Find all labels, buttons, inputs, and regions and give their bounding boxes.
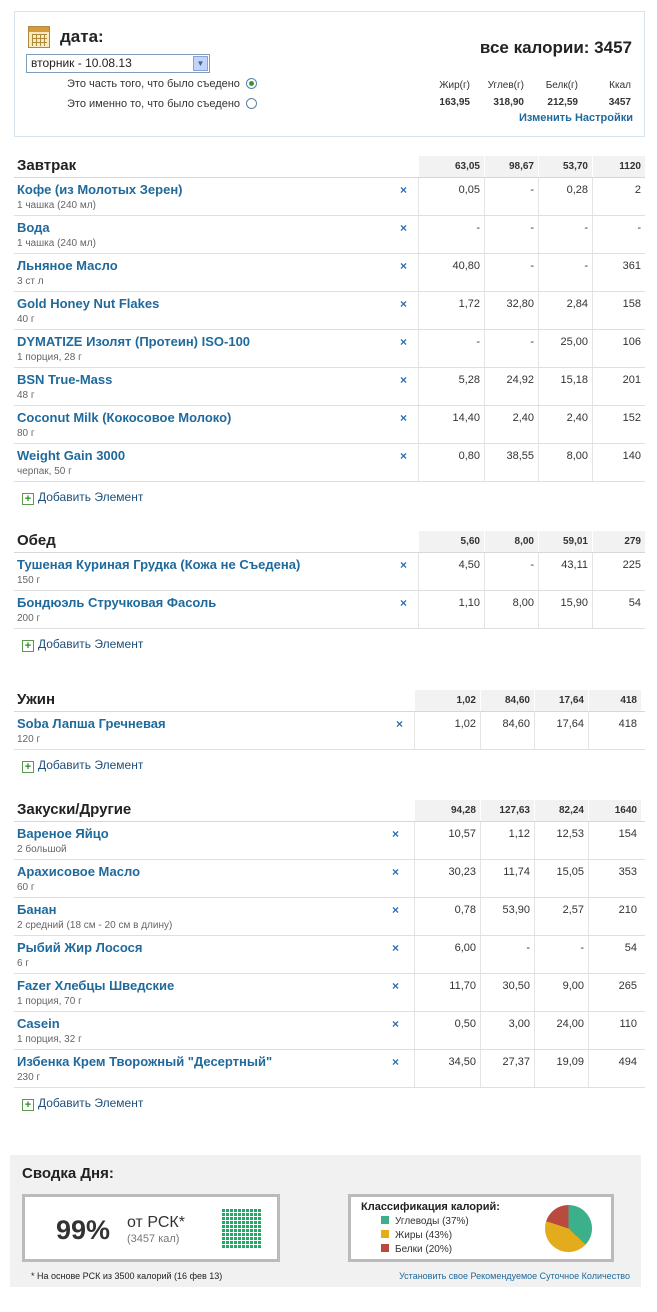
- add-item-button[interactable]: [22, 490, 143, 505]
- food-value-cell: 11,74: [480, 860, 534, 897]
- food-value-cell: 30,50: [480, 974, 534, 1011]
- food-value-cell: 15,05: [534, 860, 588, 897]
- delete-icon[interactable]: ×: [400, 449, 408, 463]
- food-value-cell: -: [484, 330, 538, 367]
- meal-total-cell: 59,01: [538, 531, 592, 552]
- food-value-cell: 1,02: [414, 712, 480, 749]
- meal-total-cell: 84,60: [480, 690, 534, 711]
- meal-section: [14, 690, 645, 780]
- food-name-link[interactable]: Бондюэль Стручковая Фасоль: [17, 595, 217, 610]
- food-value-cell: 4,50: [418, 553, 484, 590]
- food-serving: 200 г: [17, 613, 41, 624]
- food-value-cell: 25,00: [538, 330, 592, 367]
- food-row: [14, 178, 645, 216]
- food-value-cell: 34,50: [414, 1050, 480, 1087]
- food-value-cell: -: [538, 254, 592, 291]
- meal-total-cell: 418: [588, 690, 641, 711]
- col-label-protein: Белк(г): [545, 80, 578, 91]
- food-value-cell: 38,55: [484, 444, 538, 481]
- add-item-button[interactable]: [22, 637, 143, 652]
- plus-icon: +: [22, 1099, 34, 1111]
- food-value-cell: -: [484, 553, 538, 590]
- calendar-icon[interactable]: [28, 26, 50, 48]
- progress-grid-icon: [221, 1208, 261, 1248]
- food-value-cell: 225: [592, 553, 645, 590]
- meal-total-cell: 63,05: [418, 156, 484, 177]
- food-name-link[interactable]: Банан: [17, 902, 57, 917]
- meal-header: [14, 690, 645, 712]
- add-item-row: [14, 482, 645, 512]
- food-name-link[interactable]: Арахисовое Масло: [17, 864, 141, 879]
- food-value-cell: -: [592, 216, 645, 253]
- food-name-link[interactable]: Избенка Крем Творожный "Десертный": [17, 1054, 273, 1069]
- food-value-cell: 24,92: [484, 368, 538, 405]
- food-value-cell: 84,60: [480, 712, 534, 749]
- food-row: [14, 406, 645, 444]
- food-serving: 1 порция, 70 г: [17, 996, 82, 1007]
- food-row: [14, 712, 645, 750]
- food-value-cell: 19,09: [534, 1050, 588, 1087]
- col-label-fat: Жир(г): [439, 80, 470, 91]
- food-value-cell: 152: [592, 406, 645, 443]
- rsk-label: от РСК*: [127, 1214, 185, 1231]
- add-item-row: [14, 1088, 645, 1118]
- food-value-cell: 14,40: [418, 406, 484, 443]
- meal-total-cell: 1,02: [414, 690, 480, 711]
- meal-total-cell: 53,70: [538, 156, 592, 177]
- food-row: [14, 822, 645, 860]
- delete-icon[interactable]: ×: [400, 259, 408, 273]
- food-row: [14, 1050, 645, 1088]
- food-serving: 6 г: [17, 958, 29, 969]
- meal-total-cell: 98,67: [484, 156, 538, 177]
- total-kcal: 3457: [608, 97, 631, 108]
- food-value-cell: 8,00: [484, 591, 538, 628]
- set-rsk-link[interactable]: Установить свое Рекомендуемое Суточное Количество: [399, 1271, 630, 1281]
- food-name-link[interactable]: Soba Лапша Гречневая: [17, 716, 166, 731]
- delete-icon[interactable]: ×: [392, 865, 400, 879]
- food-name-link[interactable]: BSN True-Mass: [17, 372, 113, 387]
- delete-icon[interactable]: ×: [400, 411, 408, 425]
- food-value-cell: 1,12: [480, 822, 534, 859]
- radio-partial[interactable]: [67, 78, 257, 90]
- food-serving: 3 ст л: [17, 276, 44, 287]
- meal-title: Закуски/Другие: [17, 801, 132, 818]
- food-row: [14, 368, 645, 406]
- food-value-cell: 361: [592, 254, 645, 291]
- meal-total-cell: 17,64: [534, 690, 588, 711]
- plus-icon: +: [22, 640, 34, 652]
- food-name-link[interactable]: Тушеная Куриная Грудка (Кожа не Съедена): [17, 557, 301, 572]
- food-value-cell: 9,00: [534, 974, 588, 1011]
- meal-title: Ужин: [17, 691, 56, 708]
- add-item-button[interactable]: [22, 758, 143, 773]
- food-value-cell: 54: [588, 936, 641, 973]
- meal-total-cell: 1640: [588, 800, 641, 821]
- food-name-link[interactable]: Вода: [17, 220, 50, 235]
- food-row: [14, 254, 645, 292]
- food-serving: 230 г: [17, 1072, 41, 1083]
- delete-icon[interactable]: ×: [396, 717, 404, 731]
- total-fat: 163,95: [439, 97, 470, 108]
- delete-icon[interactable]: ×: [400, 335, 408, 349]
- food-value-cell: -: [534, 936, 588, 973]
- food-value-cell: 2,40: [484, 406, 538, 443]
- date-select[interactable]: [26, 54, 210, 73]
- food-value-cell: 154: [588, 822, 641, 859]
- food-value-cell: 27,37: [480, 1050, 534, 1087]
- food-value-cell: 24,00: [534, 1012, 588, 1049]
- radio-partial-button[interactable]: [246, 78, 257, 89]
- food-name-link[interactable]: Fazer Хлебцы Шведские: [17, 978, 175, 993]
- total-protein: 212,59: [547, 97, 578, 108]
- rsk-footnote: * На основе РСК из 3500 калорий (16 фев 13): [31, 1271, 223, 1281]
- delete-icon[interactable]: ×: [400, 596, 408, 610]
- radio-exact[interactable]: [67, 98, 257, 110]
- food-serving: 1 чашка (240 мл): [17, 238, 96, 249]
- food-serving: 1 чашка (240 мл): [17, 200, 96, 211]
- food-value-cell: 0,78: [414, 898, 480, 935]
- add-item-label: Добавить Элемент: [38, 637, 144, 651]
- food-value-cell: 17,64: [534, 712, 588, 749]
- food-row: [14, 591, 645, 629]
- delete-icon[interactable]: ×: [392, 1017, 400, 1031]
- meal-header: [14, 800, 645, 822]
- food-value-cell: -: [484, 254, 538, 291]
- food-value-cell: -: [418, 330, 484, 367]
- food-value-cell: -: [538, 216, 592, 253]
- food-value-cell: 210: [588, 898, 641, 935]
- meal-title: Завтрак: [17, 157, 77, 174]
- meal-section: [14, 531, 645, 659]
- food-value-cell: 10,57: [414, 822, 480, 859]
- legend-carbs: Углеводы (37%): [381, 1216, 469, 1227]
- food-row: [14, 330, 645, 368]
- meal-total-cell: 94,28: [414, 800, 480, 821]
- delete-icon[interactable]: ×: [400, 297, 408, 311]
- food-row: [14, 860, 645, 898]
- chevron-down-icon[interactable]: ▼: [193, 56, 208, 71]
- food-name-link[interactable]: Casein: [17, 1016, 60, 1031]
- delete-icon[interactable]: ×: [392, 1055, 400, 1069]
- food-value-cell: -: [484, 216, 538, 253]
- food-value-cell: 2,84: [538, 292, 592, 329]
- food-serving: 2 большой: [17, 844, 67, 855]
- add-item-label: Добавить Элемент: [38, 758, 144, 772]
- delete-icon[interactable]: ×: [400, 558, 408, 572]
- food-value-cell: 106: [592, 330, 645, 367]
- food-name-link[interactable]: Льняное Масло: [17, 258, 118, 273]
- food-value-cell: 494: [588, 1050, 641, 1087]
- food-value-cell: 0,28: [538, 178, 592, 215]
- food-value-cell: 0,50: [414, 1012, 480, 1049]
- delete-icon[interactable]: ×: [400, 183, 408, 197]
- food-value-cell: 43,11: [538, 553, 592, 590]
- delete-icon[interactable]: ×: [392, 903, 400, 917]
- food-value-cell: 1,10: [418, 591, 484, 628]
- food-value-cell: 0,05: [418, 178, 484, 215]
- add-item-row: [14, 629, 645, 659]
- delete-icon[interactable]: ×: [392, 979, 400, 993]
- food-value-cell: 1,72: [418, 292, 484, 329]
- col-label-kcal: Ккал: [609, 80, 631, 91]
- food-row: [14, 216, 645, 254]
- delete-icon[interactable]: ×: [392, 827, 400, 841]
- food-value-cell: -: [484, 178, 538, 215]
- legend-fat: Жиры (43%): [381, 1230, 452, 1241]
- meal-total-cell: 82,24: [534, 800, 588, 821]
- radio-exact-label: Это именно то, что было съедено: [67, 98, 241, 110]
- food-serving: 60 г: [17, 882, 35, 893]
- meal-total-cell: 279: [592, 531, 645, 552]
- summary-title: Сводка Дня:: [22, 1165, 114, 1182]
- delete-icon[interactable]: ×: [400, 221, 408, 235]
- food-serving: 2 средний (18 см - 20 см в длину): [17, 920, 173, 931]
- col-label-carbs: Углев(г): [487, 80, 524, 91]
- food-serving: 48 г: [17, 390, 35, 401]
- food-value-cell: 11,70: [414, 974, 480, 1011]
- delete-icon[interactable]: ×: [392, 941, 400, 955]
- food-serving: 1 порция, 32 г: [17, 1034, 82, 1045]
- meal-total-cell: 127,63: [480, 800, 534, 821]
- food-value-cell: 6,00: [414, 936, 480, 973]
- food-value-cell: 54: [592, 591, 645, 628]
- meal-section: [14, 800, 645, 1118]
- meal-header: [14, 531, 645, 553]
- rsk-kal: (3457 кал): [127, 1233, 180, 1245]
- food-value-cell: 2,57: [534, 898, 588, 935]
- food-name-link[interactable]: Вареное Яйцо: [17, 826, 109, 841]
- food-serving: черпак, 50 г: [17, 466, 72, 477]
- food-name-link[interactable]: Кофе (из Молотых Зерен): [17, 182, 183, 197]
- food-row: [14, 553, 645, 591]
- food-row: [14, 292, 645, 330]
- date-header-panel: [14, 11, 645, 137]
- total-calories: все калории: 3457: [479, 38, 632, 57]
- meal-title: Обед: [17, 532, 56, 549]
- calorie-pie-chart: [545, 1205, 592, 1252]
- food-serving: 120 г: [17, 734, 41, 745]
- food-name-link[interactable]: Coconut Milk (Кокосовое Молоко): [17, 410, 232, 425]
- plus-icon: +: [22, 493, 34, 505]
- food-value-cell: 32,80: [484, 292, 538, 329]
- meal-header: [14, 156, 645, 178]
- food-value-cell: 5,28: [418, 368, 484, 405]
- radio-partial-label: Это часть того, что было съедено: [67, 78, 240, 90]
- add-item-row: [14, 750, 645, 780]
- food-value-cell: 201: [592, 368, 645, 405]
- date-label: дата:: [60, 27, 104, 46]
- food-value-cell: 158: [592, 292, 645, 329]
- food-value-cell: 53,90: [480, 898, 534, 935]
- rsk-box: [22, 1194, 280, 1262]
- food-value-cell: 0,80: [418, 444, 484, 481]
- food-row: [14, 936, 645, 974]
- food-value-cell: 12,53: [534, 822, 588, 859]
- add-item-button[interactable]: [22, 1096, 143, 1111]
- food-name-link[interactable]: Gold Honey Nut Flakes: [17, 296, 160, 311]
- plus-icon: +: [22, 761, 34, 773]
- food-value-cell: 15,90: [538, 591, 592, 628]
- food-serving: 40 г: [17, 314, 35, 325]
- food-name-link[interactable]: Рыбий Жир Лосося: [17, 940, 143, 955]
- change-settings-link[interactable]: Изменить Настройки: [518, 112, 633, 124]
- radio-exact-button[interactable]: [246, 98, 257, 109]
- meal-total-cell: 5,60: [418, 531, 484, 552]
- total-carbs: 318,90: [493, 97, 524, 108]
- meal-section: [14, 156, 645, 512]
- food-serving: 80 г: [17, 428, 35, 439]
- meal-total-cell: 1120: [592, 156, 645, 177]
- food-value-cell: 2: [592, 178, 645, 215]
- food-value-cell: 265: [588, 974, 641, 1011]
- food-row: [14, 974, 645, 1012]
- meal-total-cell: 8,00: [484, 531, 538, 552]
- delete-icon[interactable]: ×: [400, 373, 408, 387]
- food-serving: 1 порция, 28 г: [17, 352, 82, 363]
- food-row: [14, 444, 645, 482]
- calorie-classification-box: [348, 1194, 614, 1262]
- add-item-label: Добавить Элемент: [38, 1096, 144, 1110]
- food-value-cell: 30,23: [414, 860, 480, 897]
- legend-protein: Белки (20%): [381, 1244, 452, 1255]
- food-value-cell: 8,00: [538, 444, 592, 481]
- food-value-cell: 418: [588, 712, 641, 749]
- rsk-percent: 99%: [56, 1215, 111, 1245]
- day-summary: [10, 1155, 641, 1287]
- food-name-link[interactable]: Weight Gain 3000: [17, 448, 126, 463]
- date-select-value: вторник - 10.08.13: [31, 56, 132, 70]
- food-row: [14, 1012, 645, 1050]
- food-value-cell: 2,40: [538, 406, 592, 443]
- food-value-cell: 110: [588, 1012, 641, 1049]
- food-serving: 150 г: [17, 575, 41, 586]
- classification-title: Классификация калорий:: [361, 1201, 500, 1213]
- food-value-cell: 15,18: [538, 368, 592, 405]
- food-value-cell: -: [418, 216, 484, 253]
- food-name-link[interactable]: DYMATIZE Изолят (Протеин) ISO-100: [17, 334, 251, 349]
- food-value-cell: 140: [592, 444, 645, 481]
- add-item-label: Добавить Элемент: [38, 490, 144, 504]
- food-value-cell: 3,00: [480, 1012, 534, 1049]
- food-value-cell: -: [480, 936, 534, 973]
- food-value-cell: 353: [588, 860, 641, 897]
- food-value-cell: 40,80: [418, 254, 484, 291]
- food-row: [14, 898, 645, 936]
